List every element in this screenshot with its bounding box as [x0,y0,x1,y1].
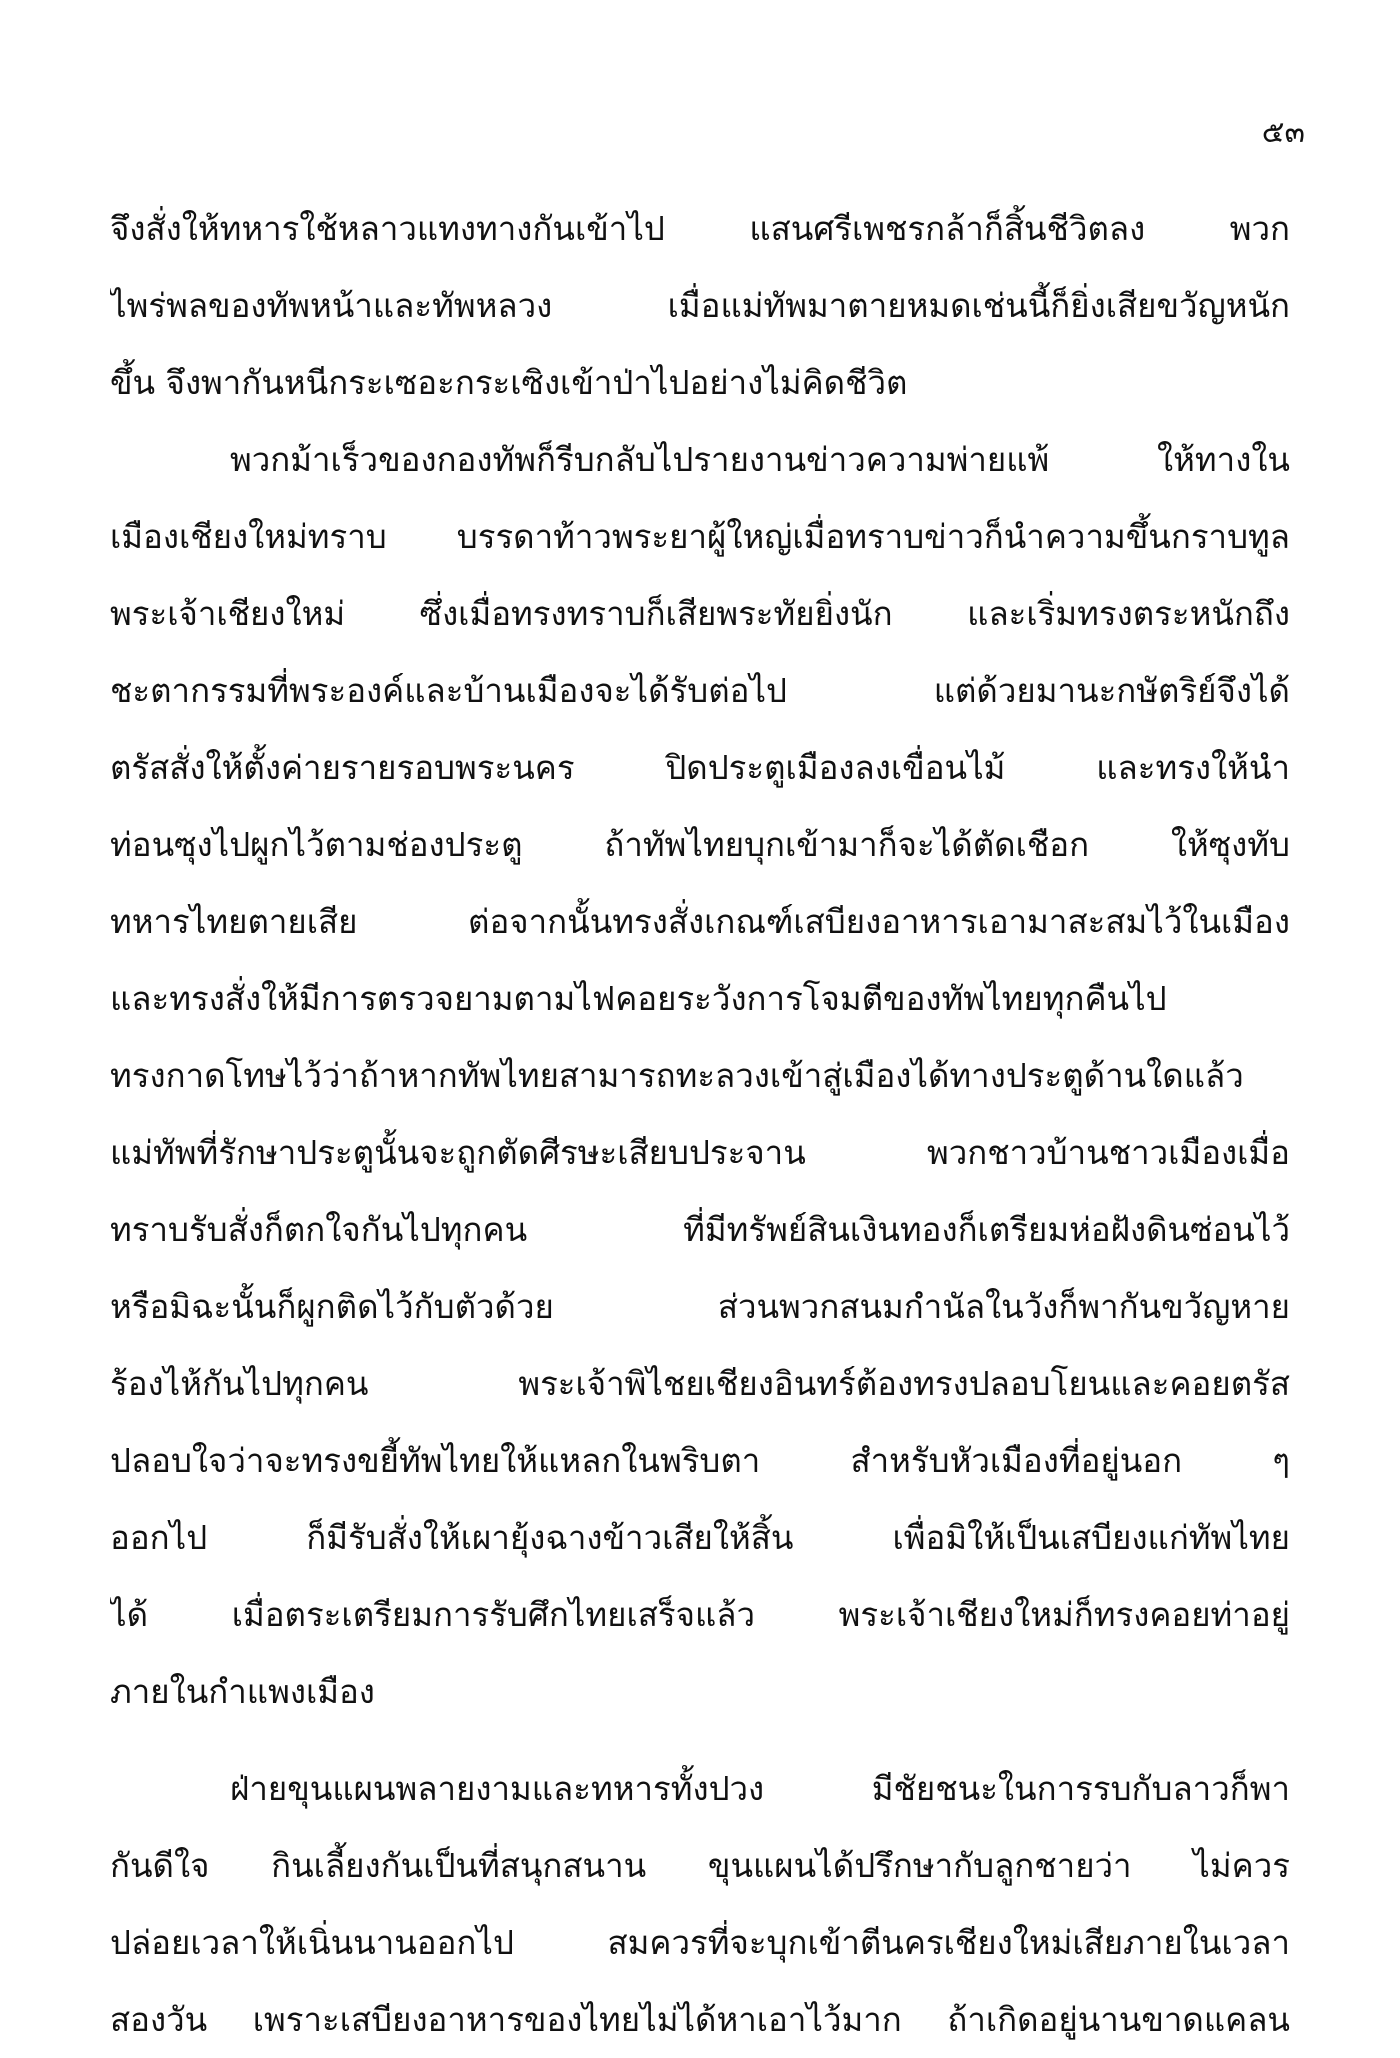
text-line: ออกไป ก็มีรับสั่งให้เผายุ้งฉางข้าวเสียให้สิ้น เพื่อมิให้เป็นเสบียงแก่ทัพไทย [110,1518,1290,1557]
text-line: พวกม้าเร็วของกองทัพก็รีบกลับไปรายงานข่าวความพ่ายแพ้ ให้ทางใน [230,440,1290,479]
text-line: และทรงสั่งให้มีการตรวจยามตามไฟคอยระวังการโจมตีของทัพไทยทุกคืนไป [110,979,1167,1018]
paragraph-1 [110,190,1290,421]
page-number: ๕๓ [1261,115,1305,150]
text-line: ตรัสสั่งให้ตั้งค่ายรายรอบพระนคร ปิดประตูเมืองลงเขื่อนไม้ และทรงให้นำ [110,748,1290,787]
text-line: ทหารไทยตายเสีย ต่อจากนั้นทรงสั่งเกณฑ์เสบียงอาหารเอามาสะสมไว้ในเมือง [110,902,1290,941]
text-line: ชะตากรรมที่พระองค์และบ้านเมืองจะได้รับต่อไป แต่ด้วยมานะกษัตริย์จึงได้ [110,671,1290,710]
paragraph-3 [110,1750,1290,2058]
text-line: พระเจ้าเชียงใหม่ ซึ่งเมื่อทรงทราบก็เสียพระทัยยิ่งนัก และเริ่มทรงตระหนักถึง [110,594,1290,633]
text-line: ได้ เมื่อตระเตรียมการรับศึกไทยเสร็จแล้ว พระเจ้าเชียงใหม่ก็ทรงคอยท่าอยู่ [110,1595,1290,1634]
text-line: แม่ทัพที่รักษาประตูนั้นจะถูกตัดศีรษะเสียบประจาน พวกชาวบ้านชาวเมืองเมื่อ [110,1133,1290,1172]
text-line: ร้องไห้กันไปทุกคน พระเจ้าพิไชยเชียงอินทร์ต้องทรงปลอบโยนและคอยตรัส [110,1364,1290,1403]
text-line: เมืองเชียงใหม่ทราบ บรรดาท้าวพระยาผู้ใหญ่เมื่อทราบข่าวก็นำความขึ้นกราบทูล [110,517,1290,556]
text-line: ทรงกาดโทษไว้ว่าถ้าหากทัพไทยสามารถทะลวงเข้าสู่เมืองได้ทางประตูด้านใดแล้ว [110,1056,1244,1095]
text-line: จึงสั่งให้ทหารใช้หลาวแทงทางกันเข้าไป แสนศรีเพชรกล้าก็สิ้นชีวิตลง พวก [110,209,1290,248]
text-line: ทราบรับสั่งก็ตกใจกันไปทุกคน ที่มีทรัพย์สินเงินทองก็เตรียมห่อฝังดินซ่อนไว้ [110,1210,1290,1249]
text-line: ปล่อยเวลาให้เนิ่นนานออกไป สมควรที่จะบุกเข้าตีนครเชียงใหม่เสียภายในเวลา [110,1923,1290,1962]
text-line: ปลอบใจว่าจะทรงขยี้ทัพไทยให้แหลกในพริบตา สำหรับหัวเมืองที่อยู่นอก ๆ [110,1441,1290,1480]
text-line: ท่อนซุงไปผูกไว้ตามช่องประตู ถ้าทัพไทยบุกเข้ามาก็จะได้ตัดเชือก ให้ซุงทับ [110,825,1290,864]
body-text [110,190,1290,2058]
text-line: กันดีใจ กินเลี้ยงกันเป็นที่สนุกสนาน ขุนแผนได้ปรึกษากับลูกชายว่า ไม่ควร [110,1846,1290,1885]
text-line: สองวัน เพราะเสบียงอาหารของไทยไม่ได้หาเอาไว้มาก ถ้าเกิดอยู่นานขาดแคลน [110,2000,1290,2039]
text-line: หรือมิฉะนั้นก็ผูกติดไว้กับตัวด้วย ส่วนพวกสนมกำนัลในวังก็พากันขวัญหาย [110,1287,1290,1326]
paragraph-2 [110,421,1290,1730]
paragraph-gap [110,1730,1290,1750]
text-line: ขึ้น จึงพากันหนีกระเซอะกระเซิงเข้าป่าไปอย่างไม่คิดชีวิต [110,363,908,402]
text-line: ภายในกำแพงเมือง [110,1672,375,1711]
text-line: ฝ่ายขุนแผนพลายงามและทหารทั้งปวง มีชัยชนะในการรบกับลาวก็พา [230,1769,1290,1808]
text-line: ไพร่พลของทัพหน้าและทัพหลวง เมื่อแม่ทัพมาตายหมดเช่นนี้ก็ยิ่งเสียขวัญหนัก [110,286,1290,325]
